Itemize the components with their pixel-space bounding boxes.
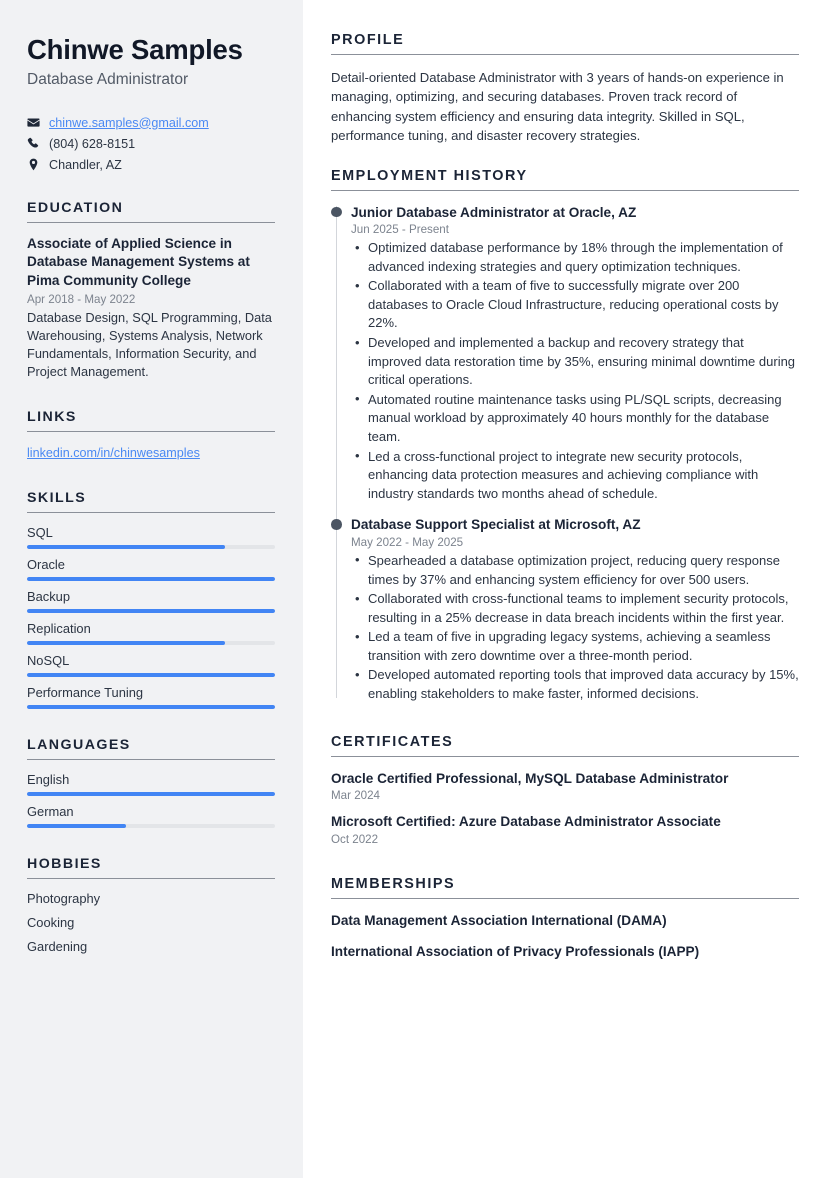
contact-email-link[interactable]: chinwe.samples@gmail.com <box>49 115 209 130</box>
envelope-icon <box>27 116 49 129</box>
certificate-title: Microsoft Certified: Azure Database Administrator Associate <box>331 814 721 830</box>
hobbies-divider <box>27 878 275 879</box>
hobbies-section <box>27 856 275 954</box>
skill-level-fill <box>27 641 225 645</box>
memberships-section <box>331 876 799 960</box>
job-role: Junior Database Administrator at Oracle, AZ <box>351 204 637 220</box>
skill-label: Backup <box>27 589 70 605</box>
profile-text: Detail-oriented Database Administrator with 3 years of hands-on experience in managing, optimizing, and securing databases. Proven track record of enhancing system efficiency and ensuring data integrity. Skilled in SQL, performance tuning, and disaster recovery strategies. <box>331 70 784 144</box>
language-level-bar <box>27 824 275 828</box>
timeline-dot-icon <box>331 207 342 218</box>
skill-label: Replication <box>27 621 91 637</box>
job-bullet: • Collaborated with cross-functional teams to implement security protocols, resulting in a 25% decrease in data breach incidents within the first year. <box>351 590 799 627</box>
timeline-dot-icon <box>331 519 342 530</box>
skill-item <box>27 557 275 581</box>
language-label: English <box>27 772 70 788</box>
skill-level-fill <box>27 609 275 613</box>
profile-divider <box>331 54 799 55</box>
hobby-item: Gardening <box>27 939 88 955</box>
contact-item-email <box>27 116 275 130</box>
employment-history-divider <box>331 190 799 191</box>
skill-item <box>27 685 275 709</box>
job-bullet: • Automated routine maintenance tasks using PL/SQL scripts, decreasing manual workload by approximately 40 hours monthly for the database team. <box>351 391 799 447</box>
certificate-date: Mar 2024 <box>331 789 380 803</box>
hobby-item: Cooking <box>27 915 75 931</box>
languages-divider <box>27 759 275 760</box>
job-entry <box>351 204 799 504</box>
membership-entry: International Association of Privacy Professionals (IAPP) <box>331 943 700 959</box>
hobbies-heading: HOBBIES <box>27 856 102 873</box>
job-role: Database Support Specialist at Microsoft, AZ <box>351 517 641 533</box>
job-bullet: • Led a team of five in upgrading legacy systems, achieving a seamless transition with zero downtime over a three-month period. <box>351 628 799 665</box>
skill-item <box>27 653 275 677</box>
languages-heading: LANGUAGES <box>27 737 131 754</box>
certificate-date: Oct 2022 <box>331 832 379 846</box>
job-bullet-list <box>351 239 799 503</box>
skill-level-fill <box>27 673 275 677</box>
skill-level-bar <box>27 705 275 709</box>
memberships-heading: MEMBERSHIPS <box>331 875 456 892</box>
skill-level-fill <box>27 545 225 549</box>
language-level-fill <box>27 792 275 796</box>
education-section <box>27 200 275 382</box>
membership-entry: Data Management Association International (DAMA) <box>331 912 667 928</box>
resume-main-column <box>303 0 833 1178</box>
contact-item-location <box>27 158 275 172</box>
employment-history-section <box>331 168 799 704</box>
job-dates: May 2022 - May 2025 <box>351 535 464 549</box>
skill-item <box>27 621 275 645</box>
skill-label: Performance Tuning <box>27 685 144 701</box>
employment-timeline <box>331 204 799 704</box>
contact-location-value: Chandler, AZ <box>49 157 122 172</box>
skill-level-bar <box>27 577 275 581</box>
links-divider <box>27 431 275 432</box>
skill-item <box>27 589 275 613</box>
links-list <box>27 444 275 462</box>
employment-history-heading: EMPLOYMENT HISTORY <box>331 167 528 184</box>
candidate-job-title: Database Administrator <box>27 71 189 89</box>
location-pin-icon <box>27 158 49 171</box>
skill-level-bar <box>27 609 275 613</box>
certificates-section <box>331 734 799 846</box>
phone-icon <box>27 137 49 150</box>
job-bullet: • Spearheaded a database optimization project, reducing query response times by 37% and enhancing system efficiency for over 500 users. <box>351 552 799 589</box>
education-degree: Associate of Applied Science in Database Management Systems at Pima Community College <box>27 235 250 289</box>
certificate-entry <box>331 770 799 803</box>
hobby-item: Photography <box>27 891 101 907</box>
job-dates: Jun 2025 - Present <box>351 223 449 237</box>
certificates-heading: CERTIFICATES <box>331 733 454 750</box>
contact-item-phone <box>27 137 275 151</box>
links-section <box>27 409 275 462</box>
profile-section <box>331 32 799 146</box>
skill-level-fill <box>27 577 275 581</box>
skill-level-bar <box>27 545 275 549</box>
skill-level-bar <box>27 641 275 645</box>
languages-section <box>27 737 275 828</box>
memberships-divider <box>331 898 799 899</box>
skills-heading: SKILLS <box>27 490 87 507</box>
language-item <box>27 772 275 796</box>
contact-list <box>27 116 275 172</box>
skills-section <box>27 490 275 709</box>
education-divider <box>27 222 275 223</box>
job-bullet: • Collaborated with a team of five to successfully migrate over 200 databases to Oracle Cloud Infrastructure, reducing operational costs by 22%. <box>351 277 799 333</box>
candidate-name: Chinwe Samples <box>27 34 243 65</box>
job-bullet: • Developed automated reporting tools that improved data accuracy by 15%, enabling stakeholders to make faster, informed decisions. <box>351 666 799 703</box>
job-bullet: • Optimized database performance by 18% through the implementation of advanced indexing strategies and query optimization techniques. <box>351 239 799 276</box>
skill-label: Oracle <box>27 557 65 573</box>
education-description: Database Design, SQL Programming, Data Warehousing, Systems Analysis, Network Fundamentals, Information Security, and Project Management. <box>27 309 272 380</box>
certificate-title: Oracle Certified Professional, MySQL Database Administrator <box>331 770 729 786</box>
language-item <box>27 804 275 828</box>
job-entry <box>351 516 799 703</box>
skill-level-fill <box>27 705 275 709</box>
skill-item <box>27 525 275 549</box>
links-heading: LINKS <box>27 409 77 426</box>
language-level-bar <box>27 792 275 796</box>
certificate-entry <box>331 813 799 846</box>
education-heading: EDUCATION <box>27 199 124 216</box>
job-bullet: • Developed and implemented a backup and recovery strategy that improved data restoration time by 35%, ensuring minimal downtime during critical operations. <box>351 334 799 390</box>
skill-level-bar <box>27 673 275 677</box>
language-label: German <box>27 804 74 820</box>
link-item-linkedin[interactable]: linkedin.com/in/chinwesamples <box>27 446 200 461</box>
language-level-fill <box>27 824 126 828</box>
profile-heading: PROFILE <box>331 32 405 48</box>
education-dates: Apr 2018 - May 2022 <box>27 292 136 306</box>
contact-phone-value: (804) 628-8151 <box>49 136 136 151</box>
skills-divider <box>27 512 275 513</box>
resume-sidebar <box>0 0 303 1178</box>
job-bullet-list <box>351 552 799 704</box>
skill-label: SQL <box>27 525 53 541</box>
certificates-divider <box>331 756 799 757</box>
education-entry <box>27 235 275 382</box>
job-bullet: • Led a cross-functional project to integrate new security protocols, enhancing data protection measures and achieving compliance with industry standards two months ahead of schedule. <box>351 448 799 504</box>
skill-label: NoSQL <box>27 653 70 669</box>
